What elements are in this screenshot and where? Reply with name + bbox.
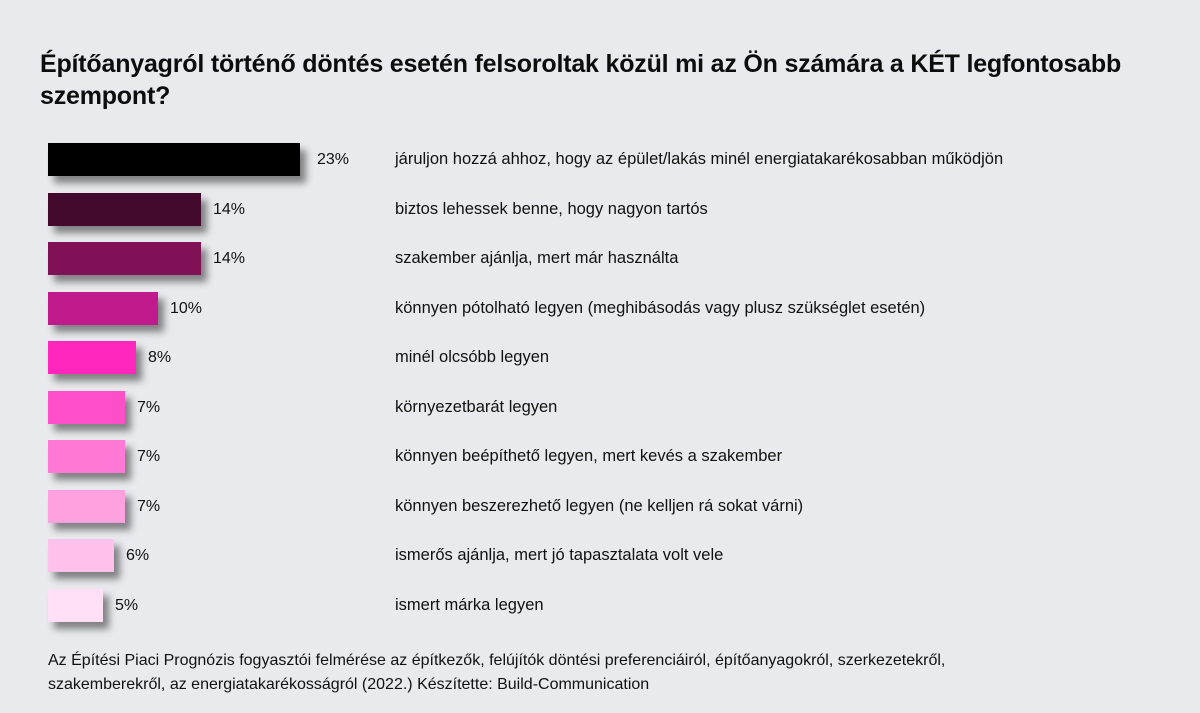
bar-value-label: 7% [137, 498, 161, 515]
bar-row [0, 589, 1200, 623]
bar [48, 242, 201, 275]
bar-row [0, 440, 1200, 474]
bar [48, 292, 158, 325]
category-label: könnyen beszerezhető legyen (ne kelljen rá sokat várni) [395, 497, 804, 515]
bar-row [0, 341, 1200, 375]
category-label: könnyen beépíthető legyen, mert kevés a szakember [395, 447, 783, 465]
bar-row [0, 143, 1200, 177]
bar [48, 440, 125, 473]
bar-row [0, 292, 1200, 326]
bar-value-label: 14% [213, 201, 246, 218]
bar-row [0, 391, 1200, 425]
bar [48, 490, 125, 523]
bar [48, 391, 125, 424]
bar-value-label: 8% [148, 349, 172, 366]
source-note-line-2: szakemberekről, az energiatakarékosságról (2022.) Készítette: Build-Communication [48, 676, 650, 693]
bar-row [0, 490, 1200, 524]
category-label: környezetbarát legyen [395, 398, 558, 416]
category-label: ismert márka legyen [395, 596, 544, 614]
bar-row [0, 242, 1200, 276]
bar [48, 539, 114, 572]
bar [48, 143, 300, 176]
bar-value-label: 7% [137, 399, 161, 416]
bar-value-label: 23% [317, 151, 350, 168]
bar-value-label: 6% [126, 547, 150, 564]
bar-value-label: 7% [137, 448, 161, 465]
bar-value-label: 14% [213, 250, 246, 267]
bar-row [0, 193, 1200, 227]
bar-row [0, 539, 1200, 573]
category-label: szakember ajánlja, mert már használta [395, 249, 679, 267]
category-label: könnyen pótolható legyen (meghibásodás vagy plusz szükséglet esetén) [395, 299, 926, 317]
bar [48, 341, 136, 374]
chart-title: Építőanyagról történő döntés esetén felsoroltak közül mi az Ön számára a KÉT legfontosabb szempont? [40, 50, 1122, 110]
category-label: ismerős ajánlja, mert jó tapasztalata volt vele [395, 546, 724, 564]
bar [48, 589, 103, 622]
category-label: minél olcsóbb legyen [395, 348, 550, 366]
bar-value-label: 5% [115, 597, 139, 614]
bar-value-label: 10% [170, 300, 203, 317]
category-label: járuljon hozzá ahhoz, hogy az épület/lakás minél energiatakarékosabban működjön [395, 150, 1004, 168]
bar [48, 193, 201, 226]
category-label: biztos lehessek benne, hogy nagyon tartós [395, 200, 708, 218]
source-note-line-1: Az Építési Piaci Prognózis fogyasztói felmérése az építkezők, felújítók döntési preferenciáiról, építőanyagokról, szerkezetekről, [48, 652, 946, 669]
source-note [48, 649, 1168, 697]
